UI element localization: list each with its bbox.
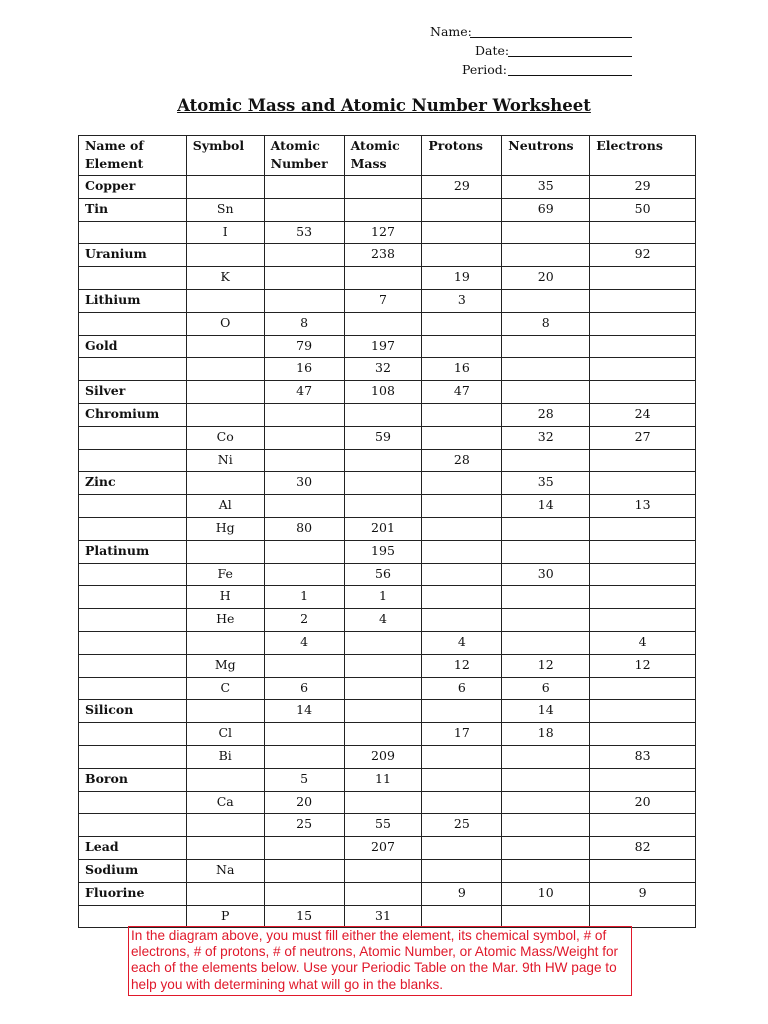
symbol-cell[interactable] <box>186 335 264 358</box>
neutrons-cell[interactable]: 18 <box>502 723 590 746</box>
name-cell[interactable] <box>79 814 187 837</box>
table-row <box>79 586 696 609</box>
symbol-cell[interactable]: Sn <box>186 198 264 221</box>
neutrons-cell[interactable]: 10 <box>502 882 590 905</box>
atomic-mass-cell[interactable] <box>344 631 422 654</box>
atomic-number-cell[interactable] <box>264 449 344 472</box>
neutrons-cell[interactable] <box>502 449 590 472</box>
atomic-mass-cell[interactable] <box>344 312 422 335</box>
table-row <box>79 495 696 518</box>
name-cell[interactable]: Chromium <box>79 403 187 426</box>
table-row <box>79 540 696 563</box>
date-field[interactable] <box>420 43 640 62</box>
atomic-number-cell[interactable]: 6 <box>264 677 344 700</box>
symbol-cell[interactable] <box>186 244 264 267</box>
electrons-cell[interactable] <box>590 381 696 404</box>
name-cell[interactable] <box>79 609 187 632</box>
protons-cell[interactable] <box>422 905 502 928</box>
electrons-cell[interactable]: 83 <box>590 745 696 768</box>
table-row <box>79 654 696 677</box>
table-row <box>79 449 696 472</box>
atomic-number-cell[interactable]: 8 <box>264 312 344 335</box>
worksheet-title: Atomic Mass and Atomic Number Worksheet <box>177 96 591 115</box>
protons-cell[interactable]: 3 <box>422 289 502 312</box>
name-label: Name: <box>430 24 472 39</box>
period-field[interactable] <box>420 62 640 81</box>
electrons-cell[interactable] <box>590 335 696 358</box>
atomic-mass-cell[interactable]: 7 <box>344 289 422 312</box>
atomic-number-cell[interactable]: 47 <box>264 381 344 404</box>
neutrons-cell[interactable] <box>502 244 590 267</box>
protons-cell[interactable] <box>422 768 502 791</box>
neutrons-cell[interactable]: 32 <box>502 426 590 449</box>
atomic-number-cell[interactable]: 14 <box>264 700 344 723</box>
name-cell[interactable]: Fluorine <box>79 882 187 905</box>
atomic-mass-cell[interactable]: 55 <box>344 814 422 837</box>
atomic-number-cell[interactable]: 15 <box>264 905 344 928</box>
protons-cell[interactable] <box>422 859 502 882</box>
neutrons-cell[interactable] <box>502 905 590 928</box>
electrons-cell[interactable]: 13 <box>590 495 696 518</box>
name-field[interactable] <box>420 24 640 43</box>
symbol-cell[interactable]: O <box>186 312 264 335</box>
neutrons-cell[interactable]: 35 <box>502 176 590 199</box>
protons-cell[interactable]: 47 <box>422 381 502 404</box>
electrons-cell[interactable]: 12 <box>590 654 696 677</box>
period-blank-line[interactable] <box>508 62 632 76</box>
protons-cell[interactable] <box>422 745 502 768</box>
atomic-mass-cell[interactable]: 108 <box>344 381 422 404</box>
atomic-mass-cell[interactable]: 209 <box>344 745 422 768</box>
atomic-number-cell[interactable] <box>264 540 344 563</box>
name-cell[interactable]: Gold <box>79 335 187 358</box>
header-neutrons: Neutrons <box>502 136 590 176</box>
neutrons-cell[interactable]: 69 <box>502 198 590 221</box>
name-cell[interactable] <box>79 312 187 335</box>
name-cell[interactable] <box>79 358 187 381</box>
name-cell[interactable]: Silicon <box>79 700 187 723</box>
atomic-mass-cell[interactable] <box>344 859 422 882</box>
electrons-cell[interactable] <box>590 814 696 837</box>
neutrons-cell[interactable] <box>502 381 590 404</box>
table-row <box>79 882 696 905</box>
electrons-cell[interactable]: 27 <box>590 426 696 449</box>
table-row <box>79 859 696 882</box>
symbol-cell[interactable]: Mg <box>186 654 264 677</box>
electrons-cell[interactable] <box>590 472 696 495</box>
atomic-number-cell[interactable]: 5 <box>264 768 344 791</box>
symbol-cell[interactable]: P <box>186 905 264 928</box>
name-cell[interactable] <box>79 631 187 654</box>
symbol-cell[interactable]: Hg <box>186 517 264 540</box>
protons-cell[interactable] <box>422 495 502 518</box>
protons-cell[interactable] <box>422 837 502 860</box>
electrons-cell[interactable] <box>590 540 696 563</box>
name-cell[interactable] <box>79 221 187 244</box>
electrons-cell[interactable] <box>590 289 696 312</box>
symbol-cell[interactable]: C <box>186 677 264 700</box>
neutrons-cell[interactable]: 30 <box>502 563 590 586</box>
electrons-cell[interactable] <box>590 358 696 381</box>
element-worksheet-table <box>78 135 696 928</box>
atomic-mass-cell[interactable] <box>344 791 422 814</box>
atomic-number-cell[interactable] <box>264 654 344 677</box>
protons-cell[interactable] <box>422 700 502 723</box>
symbol-cell[interactable]: I <box>186 221 264 244</box>
date-label: Date: <box>475 43 510 58</box>
neutrons-cell[interactable] <box>502 221 590 244</box>
table-row <box>79 700 696 723</box>
symbol-cell[interactable] <box>186 381 264 404</box>
neutrons-cell[interactable]: 14 <box>502 495 590 518</box>
electrons-cell[interactable] <box>590 859 696 882</box>
atomic-mass-cell[interactable]: 201 <box>344 517 422 540</box>
table-row <box>79 905 696 928</box>
name-cell[interactable] <box>79 654 187 677</box>
symbol-cell[interactable]: Cl <box>186 723 264 746</box>
symbol-cell[interactable]: Co <box>186 426 264 449</box>
symbol-cell[interactable] <box>186 837 264 860</box>
electrons-cell[interactable]: 29 <box>590 176 696 199</box>
neutrons-cell[interactable]: 20 <box>502 267 590 290</box>
atomic-number-cell[interactable]: 20 <box>264 791 344 814</box>
neutrons-cell[interactable] <box>502 289 590 312</box>
name-cell[interactable] <box>79 745 187 768</box>
protons-cell[interactable]: 17 <box>422 723 502 746</box>
name-cell[interactable] <box>79 267 187 290</box>
name-cell[interactable]: Copper <box>79 176 187 199</box>
protons-cell[interactable] <box>422 609 502 632</box>
protons-cell[interactable] <box>422 517 502 540</box>
atomic-number-cell[interactable] <box>264 859 344 882</box>
neutrons-cell[interactable] <box>502 745 590 768</box>
atomic-number-cell[interactable] <box>264 267 344 290</box>
table-row <box>79 609 696 632</box>
table-row <box>79 745 696 768</box>
name-cell[interactable] <box>79 677 187 700</box>
atomic-number-cell[interactable]: 1 <box>264 586 344 609</box>
atomic-number-cell[interactable] <box>264 563 344 586</box>
atomic-number-cell[interactable] <box>264 723 344 746</box>
neutrons-cell[interactable] <box>502 768 590 791</box>
protons-cell[interactable] <box>422 312 502 335</box>
instructions-note: In the diagram above, you must fill either the element, its chemical symbol, # of electrons, # of protons, # of neutrons, Atomic Number, or Atomic Mass/Weight for each of the elements below. Use your Periodic Table on the Mar. 9th HW page to help you with determining what will go in the blanks. <box>128 926 632 996</box>
symbol-cell[interactable] <box>186 472 264 495</box>
atomic-number-cell[interactable] <box>264 176 344 199</box>
protons-cell[interactable] <box>422 586 502 609</box>
name-cell[interactable]: Uranium <box>79 244 187 267</box>
name-cell[interactable] <box>79 495 187 518</box>
table-row <box>79 517 696 540</box>
table-row <box>79 723 696 746</box>
atomic-number-cell[interactable]: 30 <box>264 472 344 495</box>
table-row <box>79 176 696 199</box>
electrons-cell[interactable] <box>590 312 696 335</box>
table-row <box>79 289 696 312</box>
protons-cell[interactable]: 9 <box>422 882 502 905</box>
protons-cell[interactable]: 25 <box>422 814 502 837</box>
electrons-cell[interactable]: 20 <box>590 791 696 814</box>
symbol-cell[interactable] <box>186 631 264 654</box>
protons-cell[interactable] <box>422 335 502 358</box>
name-cell[interactable]: Zinc <box>79 472 187 495</box>
electrons-cell[interactable] <box>590 609 696 632</box>
name-cell[interactable]: Lead <box>79 837 187 860</box>
neutrons-cell[interactable] <box>502 358 590 381</box>
table-row <box>79 631 696 654</box>
atomic-mass-cell[interactable] <box>344 198 422 221</box>
atomic-number-cell[interactable] <box>264 244 344 267</box>
name-cell[interactable] <box>79 563 187 586</box>
atomic-mass-cell[interactable]: 238 <box>344 244 422 267</box>
table-row <box>79 791 696 814</box>
neutrons-cell[interactable]: 28 <box>502 403 590 426</box>
table-row <box>79 335 696 358</box>
protons-cell[interactable] <box>422 198 502 221</box>
electrons-cell[interactable]: 50 <box>590 198 696 221</box>
atomic-mass-cell[interactable] <box>344 472 422 495</box>
atomic-number-cell[interactable]: 79 <box>264 335 344 358</box>
electrons-cell[interactable] <box>590 905 696 928</box>
atomic-number-cell[interactable] <box>264 495 344 518</box>
neutrons-cell[interactable] <box>502 859 590 882</box>
name-blank-line[interactable] <box>470 24 632 38</box>
atomic-mass-cell[interactable]: 31 <box>344 905 422 928</box>
protons-cell[interactable]: 4 <box>422 631 502 654</box>
electrons-cell[interactable] <box>590 267 696 290</box>
atomic-mass-cell[interactable]: 195 <box>344 540 422 563</box>
protons-cell[interactable]: 12 <box>422 654 502 677</box>
symbol-cell[interactable] <box>186 882 264 905</box>
symbol-cell[interactable]: He <box>186 609 264 632</box>
protons-cell[interactable] <box>422 403 502 426</box>
name-cell[interactable] <box>79 449 187 472</box>
symbol-cell[interactable]: H <box>186 586 264 609</box>
header-name-of-element: Name of Element <box>79 136 187 176</box>
protons-cell[interactable]: 6 <box>422 677 502 700</box>
table-row <box>79 198 696 221</box>
name-cell[interactable]: Boron <box>79 768 187 791</box>
atomic-mass-cell[interactable] <box>344 176 422 199</box>
neutrons-cell[interactable] <box>502 335 590 358</box>
atomic-mass-cell[interactable]: 4 <box>344 609 422 632</box>
electrons-cell[interactable] <box>590 449 696 472</box>
neutrons-cell[interactable] <box>502 814 590 837</box>
neutrons-cell[interactable]: 35 <box>502 472 590 495</box>
atomic-number-cell[interactable] <box>264 289 344 312</box>
protons-cell[interactable] <box>422 426 502 449</box>
neutrons-cell[interactable] <box>502 837 590 860</box>
date-blank-line[interactable] <box>508 43 632 57</box>
protons-cell[interactable]: 16 <box>422 358 502 381</box>
name-cell[interactable] <box>79 905 187 928</box>
atomic-mass-cell[interactable]: 127 <box>344 221 422 244</box>
atomic-mass-cell[interactable]: 11 <box>344 768 422 791</box>
electrons-cell[interactable]: 92 <box>590 244 696 267</box>
protons-cell[interactable] <box>422 540 502 563</box>
header-symbol: Symbol <box>186 136 264 176</box>
atomic-mass-cell[interactable]: 207 <box>344 837 422 860</box>
table-row <box>79 244 696 267</box>
atomic-mass-cell[interactable] <box>344 723 422 746</box>
atomic-mass-cell[interactable]: 56 <box>344 563 422 586</box>
neutrons-cell[interactable] <box>502 609 590 632</box>
symbol-cell[interactable]: Bi <box>186 745 264 768</box>
table-header-row <box>79 136 696 176</box>
atomic-mass-cell[interactable] <box>344 677 422 700</box>
atomic-mass-cell[interactable] <box>344 403 422 426</box>
period-label: Period: <box>462 62 507 77</box>
table-row <box>79 677 696 700</box>
table-row <box>79 768 696 791</box>
neutrons-cell[interactable] <box>502 631 590 654</box>
protons-cell[interactable]: 28 <box>422 449 502 472</box>
header-protons: Protons <box>422 136 502 176</box>
atomic-mass-cell[interactable] <box>344 654 422 677</box>
atomic-number-cell[interactable] <box>264 198 344 221</box>
table-row <box>79 267 696 290</box>
atomic-mass-cell[interactable] <box>344 449 422 472</box>
name-cell[interactable] <box>79 791 187 814</box>
electrons-cell[interactable] <box>590 768 696 791</box>
symbol-cell[interactable]: K <box>186 267 264 290</box>
symbol-cell[interactable]: Fe <box>186 563 264 586</box>
atomic-number-cell[interactable]: 16 <box>264 358 344 381</box>
neutrons-cell[interactable]: 14 <box>502 700 590 723</box>
symbol-cell[interactable] <box>186 700 264 723</box>
electrons-cell[interactable]: 9 <box>590 882 696 905</box>
electrons-cell[interactable] <box>590 221 696 244</box>
symbol-cell[interactable] <box>186 403 264 426</box>
name-cell[interactable]: Sodium <box>79 859 187 882</box>
header-atomic-mass: Atomic Mass <box>344 136 422 176</box>
name-cell[interactable] <box>79 723 187 746</box>
atomic-mass-cell[interactable]: 197 <box>344 335 422 358</box>
atomic-mass-cell[interactable] <box>344 495 422 518</box>
atomic-number-cell[interactable]: 2 <box>264 609 344 632</box>
protons-cell[interactable]: 29 <box>422 176 502 199</box>
atomic-number-cell[interactable] <box>264 403 344 426</box>
header-electrons: Electrons <box>590 136 696 176</box>
electrons-cell[interactable]: 4 <box>590 631 696 654</box>
table-body <box>79 176 696 928</box>
electrons-cell[interactable] <box>590 517 696 540</box>
neutrons-cell[interactable]: 12 <box>502 654 590 677</box>
table-row <box>79 472 696 495</box>
electrons-cell[interactable] <box>590 677 696 700</box>
electrons-cell[interactable] <box>590 700 696 723</box>
protons-cell[interactable] <box>422 244 502 267</box>
neutrons-cell[interactable]: 6 <box>502 677 590 700</box>
electrons-cell[interactable] <box>590 563 696 586</box>
protons-cell[interactable]: 19 <box>422 267 502 290</box>
symbol-cell[interactable] <box>186 540 264 563</box>
atomic-mass-cell[interactable]: 32 <box>344 358 422 381</box>
symbol-cell[interactable] <box>186 176 264 199</box>
table-row <box>79 381 696 404</box>
electrons-cell[interactable] <box>590 586 696 609</box>
atomic-mass-cell[interactable] <box>344 882 422 905</box>
table-row <box>79 358 696 381</box>
symbol-cell[interactable] <box>186 289 264 312</box>
symbol-cell[interactable] <box>186 814 264 837</box>
header-atomic-number: Atomic Number <box>264 136 344 176</box>
protons-cell[interactable] <box>422 563 502 586</box>
atomic-number-cell[interactable] <box>264 837 344 860</box>
table-row <box>79 837 696 860</box>
atomic-mass-cell[interactable]: 59 <box>344 426 422 449</box>
table-row <box>79 814 696 837</box>
atomic-number-cell[interactable] <box>264 882 344 905</box>
name-cell[interactable]: Lithium <box>79 289 187 312</box>
table-row <box>79 221 696 244</box>
table-row <box>79 403 696 426</box>
atomic-number-cell[interactable]: 80 <box>264 517 344 540</box>
protons-cell[interactable] <box>422 472 502 495</box>
atomic-number-cell[interactable]: 4 <box>264 631 344 654</box>
table-row <box>79 312 696 335</box>
symbol-cell[interactable]: Na <box>186 859 264 882</box>
name-cell[interactable]: Silver <box>79 381 187 404</box>
electrons-cell[interactable]: 82 <box>590 837 696 860</box>
neutrons-cell[interactable] <box>502 540 590 563</box>
table-row <box>79 563 696 586</box>
symbol-cell[interactable]: Al <box>186 495 264 518</box>
protons-cell[interactable] <box>422 791 502 814</box>
atomic-number-cell[interactable]: 25 <box>264 814 344 837</box>
symbol-cell[interactable]: Ca <box>186 791 264 814</box>
protons-cell[interactable] <box>422 221 502 244</box>
name-cell[interactable]: Platinum <box>79 540 187 563</box>
neutrons-cell[interactable] <box>502 586 590 609</box>
atomic-mass-cell[interactable]: 1 <box>344 586 422 609</box>
symbol-cell[interactable] <box>186 358 264 381</box>
atomic-number-cell[interactable]: 53 <box>264 221 344 244</box>
atomic-mass-cell[interactable] <box>344 267 422 290</box>
name-cell[interactable] <box>79 586 187 609</box>
name-cell[interactable] <box>79 426 187 449</box>
electrons-cell[interactable] <box>590 723 696 746</box>
atomic-number-cell[interactable] <box>264 745 344 768</box>
name-cell[interactable] <box>79 517 187 540</box>
student-info-fields <box>420 24 640 81</box>
symbol-cell[interactable] <box>186 768 264 791</box>
neutrons-cell[interactable] <box>502 791 590 814</box>
electrons-cell[interactable]: 24 <box>590 403 696 426</box>
name-cell[interactable]: Tin <box>79 198 187 221</box>
neutrons-cell[interactable]: 8 <box>502 312 590 335</box>
table-row <box>79 426 696 449</box>
neutrons-cell[interactable] <box>502 517 590 540</box>
atomic-mass-cell[interactable] <box>344 700 422 723</box>
symbol-cell[interactable]: Ni <box>186 449 264 472</box>
atomic-number-cell[interactable] <box>264 426 344 449</box>
